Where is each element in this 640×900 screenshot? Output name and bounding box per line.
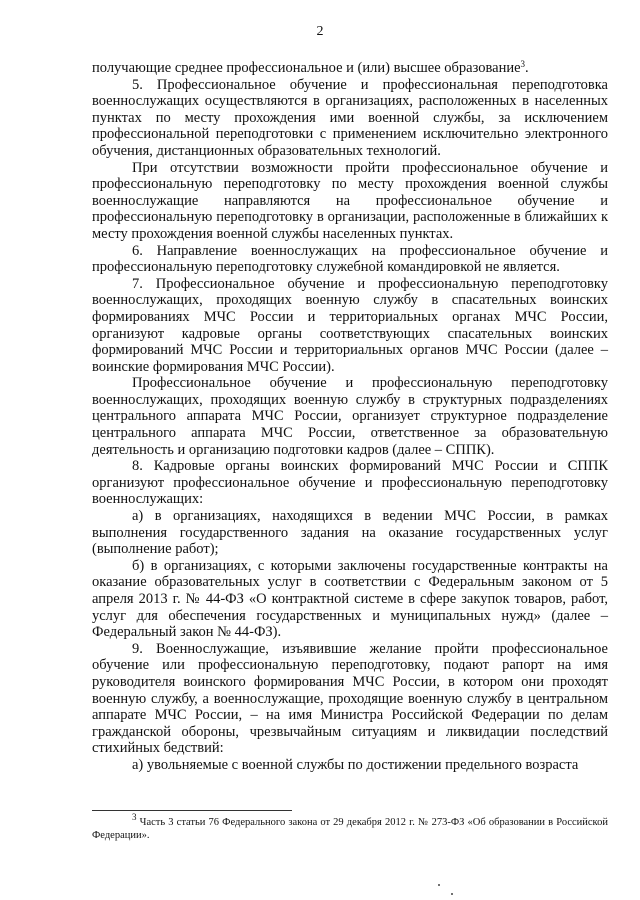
scan-speck <box>438 884 440 886</box>
paragraph-item-9: 9. Военнослужащие, изъявившие желание пройти профессиональное обучение или профессиональную переподготовку, подают рапорт на имя руководителя воинского формирования МЧС России, в котором они проходят военную службу, а военнослужащие, проходящие военную службу в центральном аппарате МЧС России, – на имя Министра Российской Федерации по делам гражданской обороны, чрезвычайным ситуациям и ликвидации последствий стихийных бедствий: <box>92 640 608 757</box>
footnote-marker: 3 <box>132 812 137 822</box>
paragraph-item-5: 5. Профессиональное обучение и профессиональная переподготовка военнослужащих осуществляются в организациях, расположенных в населенных пунктах по месту прохождения ими военной службы, за исключением профессиональной переподготовки с применением исключительно электронного обучения, дистанционных образовательных технологий. <box>92 76 608 159</box>
paragraph-item-7: 7. Профессиональное обучение и профессиональную переподготовку военнослужащих, проходящих военную службу в спасательных воинских формированиях МЧС России и территориальных органах МЧС России, организуют кадровые органы соответствующих спасательных воинских формирований МЧС России и территориальных органов МЧС России (далее – воинские формирования МЧС России). <box>92 275 608 375</box>
paragraph-item-8b: б) в организациях, с которыми заключены государственные контракты на оказание образовательных услуг в соответствии с Федеральным законом от 5 апреля 2013 г. № 44-ФЗ «О контрактной системе в сфере закупок товаров, работ, услуг для обеспечения государственных и муниципальных нужд» (далее – Федеральный закон № 44-ФЗ). <box>92 557 608 641</box>
page-number: 2 <box>316 24 324 39</box>
paragraph-item-7-continued: Профессиональное обучение и профессиональную переподготовку военнослужащих, проходящих военную службу в структурных подразделениях центрального аппарата МЧС России, организует структурное подразделение центрального аппарата МЧС России, ответственное за образовательную деятельность и организацию подготовки кадров (далее – СППК). <box>92 375 608 458</box>
footnote-divider <box>92 810 292 811</box>
footnote <box>92 812 608 842</box>
paragraph-continuation: получающие среднее профессиональное и (или) высшее образование$^3$. <box>92 59 529 76</box>
paragraph-item-9a: а) увольняемые с военной службы по достижении предельного возраста <box>132 756 579 773</box>
paragraph-item-8: 8. Кадровые органы воинских формирований МЧС России и СППК организуют профессиональное обучение и профессиональную переподготовку военнослужащих: <box>92 458 608 508</box>
scan-speck <box>451 893 453 895</box>
paragraph-item-5-continued: При отсутствии возможности пройти профессиональное обучение и профессиональную переподготовку по месту прохождения военной службы военнослужащие направляются на профессиональное обучение и профессиональную переподготовку в организации, расположенные в ближайших к месту прохождения военной службы населенных пунктах. <box>92 159 608 242</box>
body-text <box>92 60 608 774</box>
paragraph-item-6: 6. Направление военнослужащих на профессиональное обучение и профессиональную переподготовку служебной командировкой не является. <box>92 242 608 276</box>
footnote-reference: 3 <box>520 59 526 69</box>
paragraph-item-8a: а) в организациях, находящихся в ведении МЧС России, в рамках выполнения государственного задания на оказание государственных услуг (выполнение работ); <box>92 508 608 558</box>
paragraph-continuation-text: получающие среднее профессиональное и (или) высшее образование <box>92 60 521 76</box>
footnote-text: Часть 3 статьи 76 Федерального закона от 29 декабря 2012 г. № 273-ФЗ «Об образовании в Российской Федерации». <box>92 817 608 841</box>
